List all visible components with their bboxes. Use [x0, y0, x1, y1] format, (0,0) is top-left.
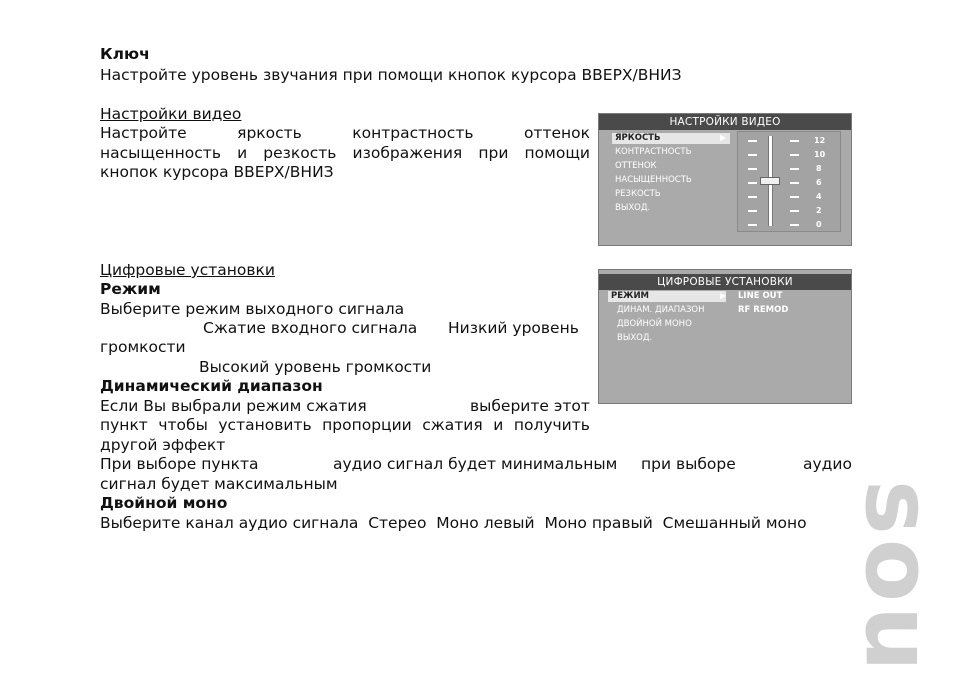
- osd-item-brightness[interactable]: ЯРКОСТЬ: [612, 133, 730, 144]
- osd-item-exit[interactable]: ВЫХОД.: [615, 203, 651, 213]
- tick-dash: [748, 182, 757, 184]
- mode-line-2a: Сжатие входного сигнала: [203, 319, 418, 337]
- word: контрастность: [352, 124, 474, 142]
- word: чтобы: [158, 416, 208, 434]
- dyn-line-4d: аудио: [803, 455, 852, 473]
- key-description: Настройте уровень звучания при помощи кнопок курсора ВВЕРХ/ВНИЗ: [100, 66, 682, 84]
- scale-label: 2: [816, 206, 822, 215]
- scale-label: 10: [814, 150, 826, 159]
- arrow-right-icon: ▶: [720, 291, 727, 300]
- dual-mono-heading: Двойной моно: [100, 494, 228, 512]
- tick-dash: [748, 196, 757, 198]
- word: и: [493, 416, 504, 434]
- tick-dash: [748, 168, 757, 170]
- word: изображения: [352, 144, 463, 162]
- word: пропорции: [322, 416, 412, 434]
- tick-dash: [748, 210, 757, 212]
- video-line-2: [100, 144, 590, 164]
- digital-settings-osd: [598, 269, 852, 404]
- osd-item-saturation[interactable]: НАСЫЩЕННОСТЬ: [615, 175, 692, 185]
- tick-dash: [748, 224, 757, 226]
- tick-dash: [748, 154, 757, 156]
- word: получить: [513, 416, 590, 434]
- mode-line-3: громкости: [100, 338, 186, 356]
- word: оттенок: [523, 124, 590, 142]
- word: помощи: [524, 144, 590, 162]
- word: Настройте: [100, 124, 187, 142]
- dyn-line-5: сигнал будет максимальным: [100, 475, 338, 493]
- word: насыщенность: [100, 144, 221, 162]
- video-settings-osd: [598, 113, 852, 246]
- dyn-line-4a: При выборе пункта: [100, 455, 259, 473]
- dual-mono-line: Выберите канал аудио сигнала Стерео Моно левый Моно правый Смешанный моно: [100, 514, 807, 532]
- tick-dash: [790, 196, 799, 198]
- word: и: [237, 144, 248, 162]
- word: яркость: [237, 124, 302, 142]
- tick-dash: [790, 168, 799, 170]
- tick-dash: [790, 182, 799, 184]
- arrow-right-icon: ▶: [720, 133, 727, 142]
- scale-label: 12: [814, 136, 826, 145]
- level-slider[interactable]: [737, 131, 841, 232]
- word: установить: [218, 416, 312, 434]
- word: сжатия: [422, 416, 483, 434]
- mode-line-4: Высокий уровень громкости: [199, 358, 432, 376]
- tick-dash: [790, 210, 799, 212]
- dynamic-range-heading: Динамический диапазон: [100, 377, 323, 395]
- key-heading: Ключ: [100, 45, 150, 63]
- digital-heading: Цифровые установки: [100, 261, 275, 279]
- video-line-3: кнопок курсора ВВЕРХ/ВНИЗ: [100, 163, 334, 181]
- option-rf-remod[interactable]: RF REMOD: [738, 305, 789, 315]
- dyn-line-4c: при выборе: [641, 455, 736, 473]
- osd-item-exit[interactable]: ВЫХОД.: [617, 333, 653, 343]
- osd-item-hue[interactable]: ОТТЕНОК: [615, 161, 657, 171]
- dyn-line-1a: Если Вы выбрали режим сжатия: [100, 397, 367, 415]
- scale-label: 6: [816, 178, 822, 187]
- osd-item-contrast[interactable]: КОНТРАСТНОСТЬ: [615, 147, 692, 157]
- osd-item-mode[interactable]: РЕЖИМ: [608, 291, 726, 302]
- word: пункт: [100, 416, 148, 434]
- word: резкость: [263, 144, 337, 162]
- osd-item-dynamic-range[interactable]: ДИНАМ. ДИАПАЗОН: [617, 305, 705, 315]
- scale-label: 8: [816, 164, 822, 173]
- slider-thumb[interactable]: [760, 177, 780, 185]
- dyn-line-3: другой эффект: [100, 436, 226, 454]
- dyn-line-2: [100, 416, 590, 436]
- brand-logo: sou: [845, 480, 952, 675]
- scale-label: 0: [816, 220, 822, 229]
- scale-label: 4: [816, 192, 822, 201]
- tick-dash: [790, 154, 799, 156]
- video-line-1: [100, 124, 590, 144]
- tick-dash: [790, 224, 799, 226]
- mode-line-1: Выберите режим выходного сигнала: [100, 300, 405, 318]
- mode-line-2b: Низкий уровень: [448, 319, 579, 337]
- digital-osd-title: ЦИФРОВЫЕ УСТАНОВКИ: [599, 274, 851, 290]
- tick-dash: [748, 140, 757, 142]
- word: при: [478, 144, 509, 162]
- option-line-out[interactable]: LINE OUT: [738, 291, 783, 301]
- mode-heading: Режим: [100, 280, 161, 298]
- video-heading: Настройки видео: [100, 105, 242, 123]
- osd-item-dual-mono[interactable]: ДВОЙНОЙ МОНО: [617, 319, 692, 329]
- osd-item-sharpness[interactable]: РЕЗКОСТЬ: [615, 189, 661, 199]
- dyn-line-4b: аудио сигнал будет минимальным: [333, 455, 618, 473]
- video-osd-title: НАСТРОЙКИ ВИДЕО: [599, 114, 851, 130]
- dyn-line-1b: выберите этот: [470, 397, 590, 415]
- tick-dash: [790, 140, 799, 142]
